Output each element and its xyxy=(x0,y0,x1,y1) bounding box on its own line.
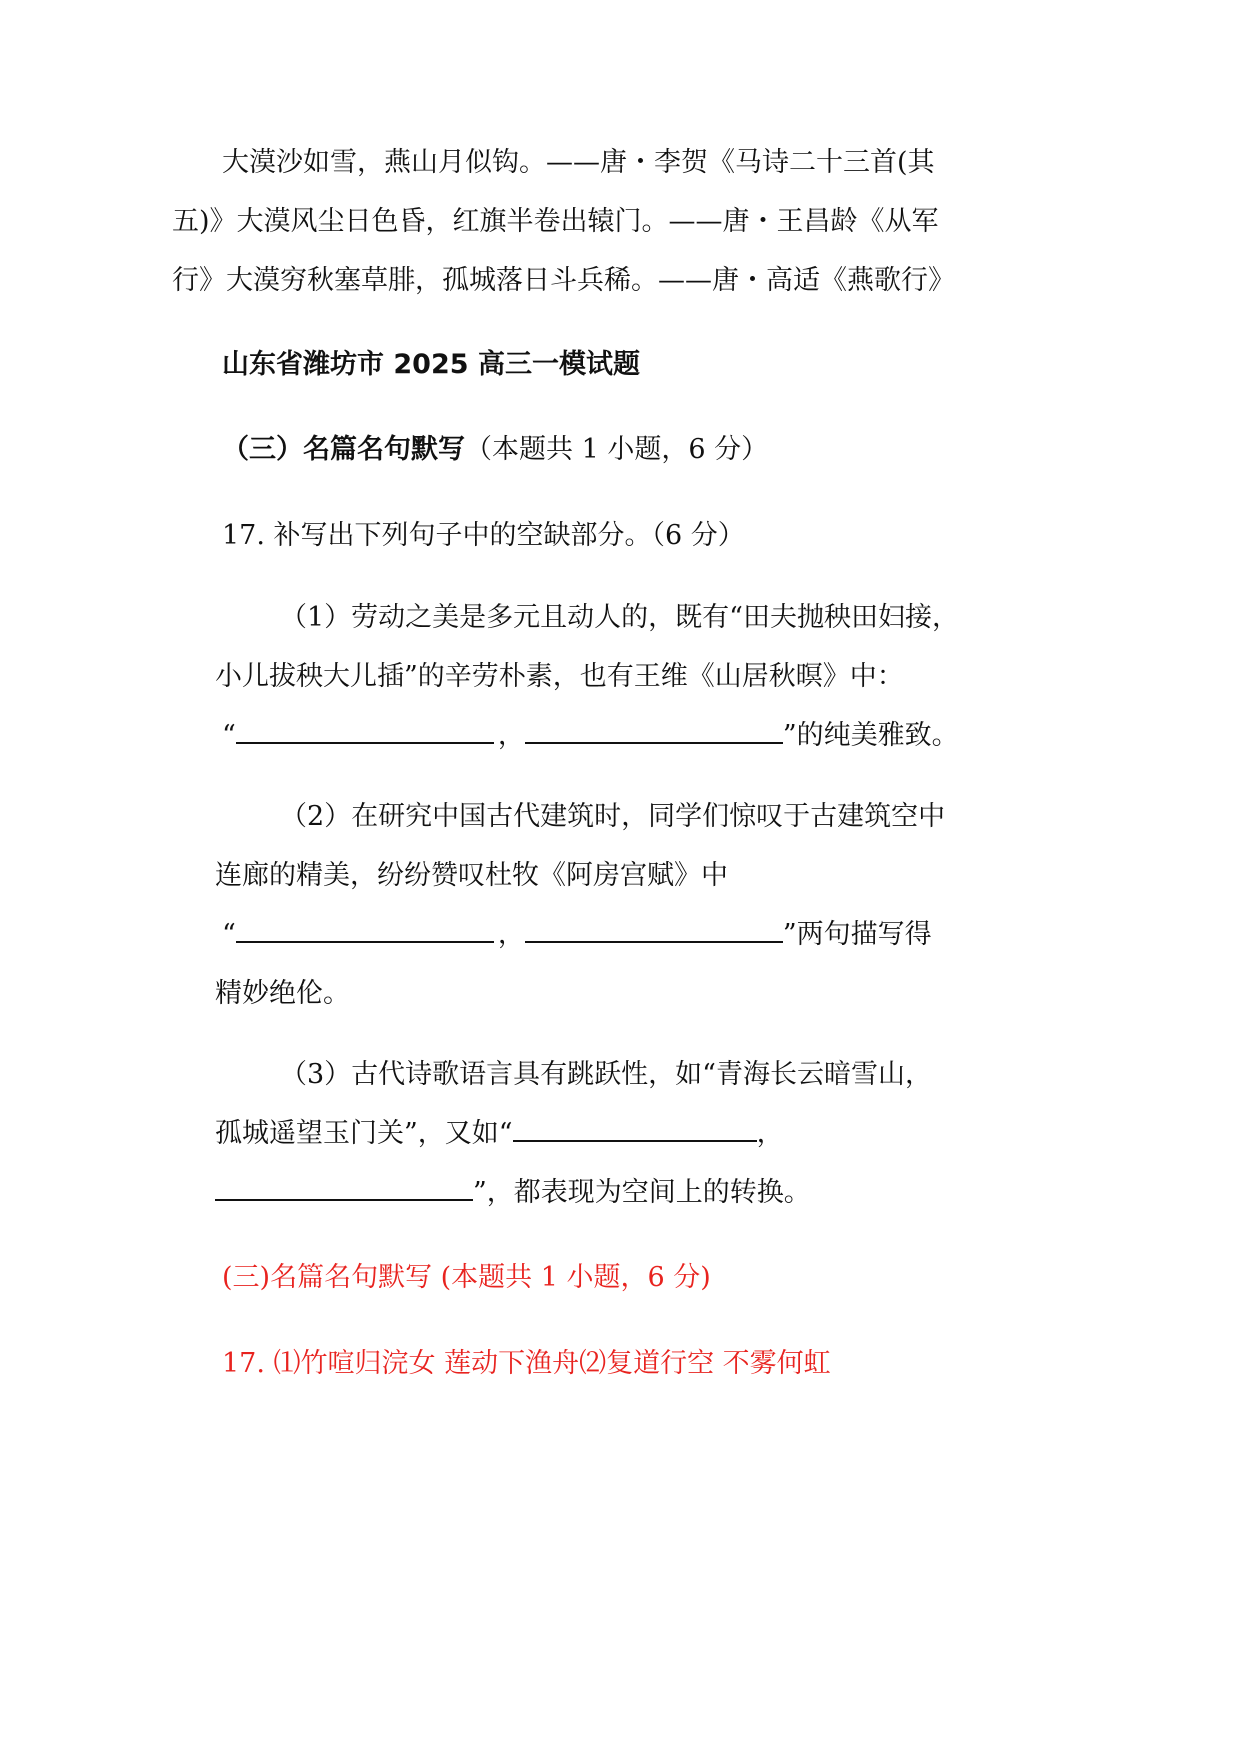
question-stem: 17. 补写出下列句子中的空缺部分。（6 分） xyxy=(222,520,745,551)
q2-line-2: 连廊的精美，纷纷赞叹杜牧《阿房宫赋》中 xyxy=(215,860,728,891)
q3-blank-2[interactable] xyxy=(215,1173,473,1201)
q3-line-3 xyxy=(215,1173,811,1213)
q2-tail: ”两句描写得 xyxy=(782,919,932,950)
section-heading-title: （三）名篇名句默写 xyxy=(222,434,465,465)
q1-line-3 xyxy=(222,716,959,756)
q2-line-3 xyxy=(222,915,932,955)
intro-line-1: 大漠沙如雪，燕山月似钩。——唐・李贺《马诗二十三首(其 xyxy=(222,147,935,178)
q2-blank-1[interactable] xyxy=(236,915,494,943)
q1-line-2: 小儿拔秧大儿插”的辛劳朴素，也有王维《山居秋暝》中： xyxy=(215,661,904,692)
q1-blank-2[interactable] xyxy=(525,716,783,744)
q2-comma: ， xyxy=(497,919,525,950)
answer-heading: (三)名篇名句默写 (本题共 1 小题，6 分) xyxy=(222,1262,711,1293)
intro-line-2: 五)》大漠风尘日色昏，红旗半卷出辕门。——唐・王昌龄《从军 xyxy=(172,206,939,237)
q1-comma: ， xyxy=(497,720,525,751)
q3-line-2-prefix: 孤城遥望玉门关”，又如“ xyxy=(215,1118,513,1149)
q3-tail: ”，都表现为空间上的转换。 xyxy=(473,1177,811,1208)
q3-line-1: （3）古代诗歌语言具有跳跃性，如“青海长云暗雪山， xyxy=(280,1059,932,1090)
q2-line-1: （2）在研究中国古代建筑时，同学们惊叹于古建筑空中 xyxy=(280,801,946,832)
answer-line: 17. ⑴竹喧归浣女 莲动下渔舟⑵复道行空 不雾何虹 xyxy=(222,1348,831,1379)
q3-comma: ， xyxy=(756,1118,784,1149)
q1-line-1: （1）劳动之美是多元且动人的，既有“田夫抛秧田妇接， xyxy=(280,602,959,633)
q1-blank-1[interactable] xyxy=(236,716,494,744)
q2-open-quote: “ xyxy=(222,919,236,950)
source-title: 山东省潍坊市 2025 高三一模试题 xyxy=(222,349,640,380)
q2-line-4: 精妙绝伦。 xyxy=(215,978,350,1009)
q1-open-quote: “ xyxy=(222,720,236,751)
q2-blank-2[interactable] xyxy=(525,915,783,943)
q1-tail: ”的纯美雅致。 xyxy=(782,720,959,751)
section-heading-score: （本题共 1 小题，6 分） xyxy=(465,434,769,465)
intro-line-3: 行》大漠穷秋塞草腓，孤城落日斗兵稀。——唐・高适《燕歌行》 xyxy=(172,265,955,296)
q3-blank-1[interactable] xyxy=(513,1114,757,1142)
q3-line-2 xyxy=(215,1114,784,1154)
section-heading xyxy=(222,430,768,470)
